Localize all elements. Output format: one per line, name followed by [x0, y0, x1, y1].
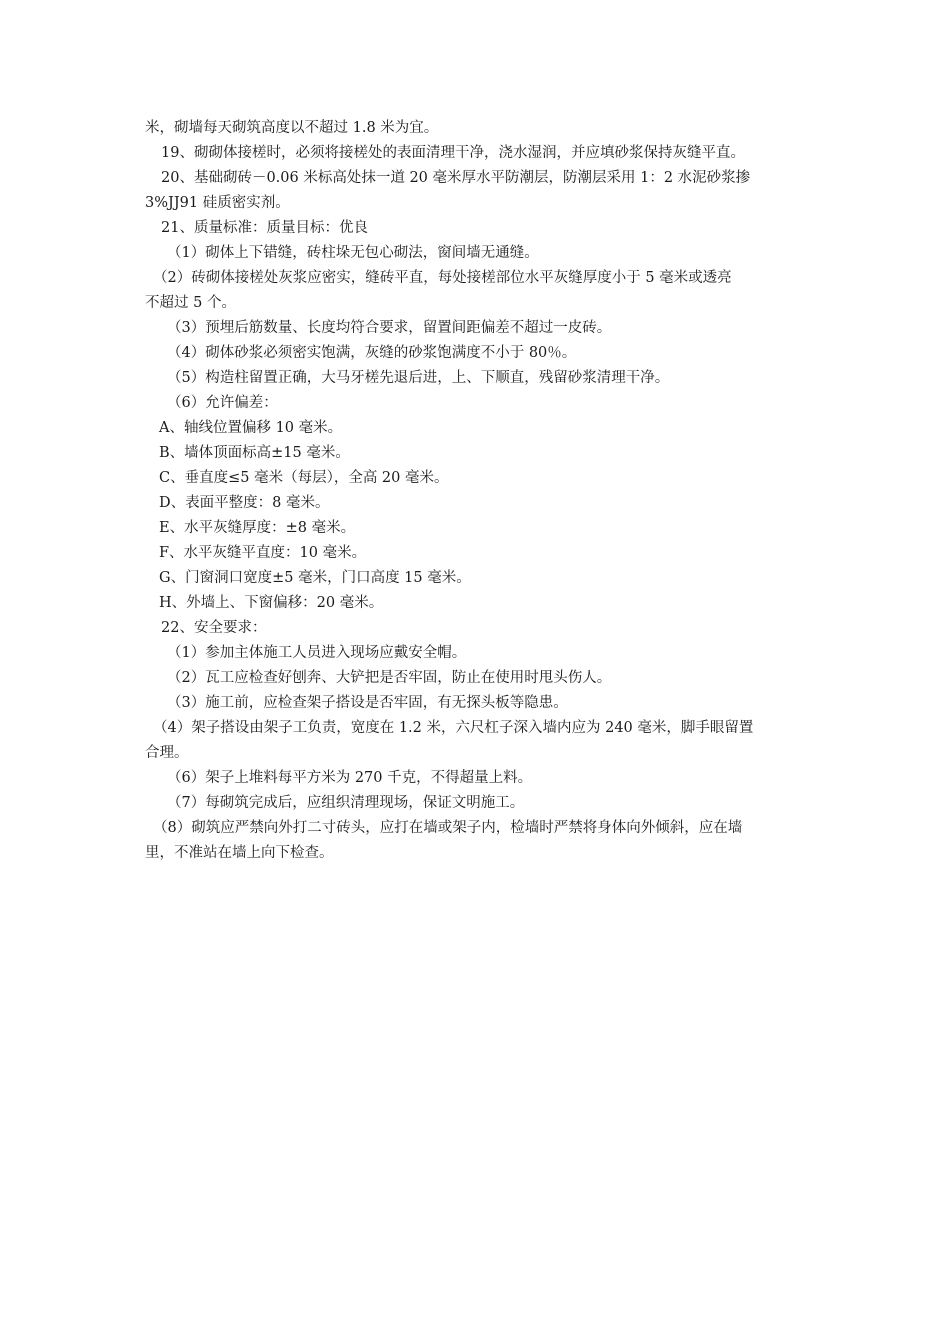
tolerance-heading: （6）允许偏差： [167, 395, 278, 411]
quality-item: （5）构造柱留置正确，大马牙槎先退后进，上、下顺直，残留砂浆清理干净。 [167, 370, 670, 386]
text-line: 米，砌墙每天砌筑高度以不超过 1.8 米为宜。 [145, 120, 439, 136]
safety-item: （1）参加主体施工人员进入现场应戴安全帽。 [167, 645, 467, 661]
safety-item: （4）架子搭设由架子工负责，宽度在 1.2 米，六尺杠子深入墙内应为 240 毫米，脚手眼留置 [153, 720, 754, 736]
item-20: 20、基础砌砖－0.06 米标高处抹一道 20 毫米厚水平防潮层，防潮层采用 1：2 水泥砂浆掺 [161, 170, 751, 186]
tolerance-item: C、垂直度≤5 毫米（每层），全高 20 毫米。 [159, 470, 449, 486]
tolerance-item: H、外墙上、下窗偏移：20 毫米。 [159, 595, 384, 611]
quality-item: （4）砌体砂浆必须密实饱满，灰缝的砂浆饱满度不小于 80％。 [167, 345, 577, 361]
document-body [145, 116, 835, 866]
tolerance-item: G、门窗洞口宽度±5 毫米，门口高度 15 毫米。 [159, 570, 471, 586]
tolerance-item: B、墙体顶面标高±15 毫米。 [159, 445, 350, 461]
item-21-heading: 21、质量标准：质量目标：优良 [161, 220, 368, 236]
quality-item: （2）砖砌体接槎处灰浆应密实，缝砖平直，每处接槎部位水平灰缝厚度小于 5 毫米或透亮 [153, 270, 732, 286]
item-19: 19、砌砌体接槎时，必须将接槎处的表面清理干净，浇水湿润，并应填砂浆保持灰缝平直。 [161, 145, 745, 161]
text-line: 合理。 [145, 745, 189, 761]
safety-item: （8）砌筑应严禁向外打二寸砖头，应打在墙或架子内，检墙时严禁将身体向外倾斜，应在墙 [153, 820, 743, 836]
text-line: 里，不准站在墙上向下检查。 [145, 845, 334, 861]
safety-item: （3）施工前，应检查架子搭设是否牢固，有无探头板等隐患。 [167, 695, 568, 711]
quality-item: （1）砌体上下错缝，砖柱垛无包心砌法，窗间墙无通缝。 [167, 245, 539, 261]
safety-item: （7）每砌筑完成后，应组织清理现场，保证文明施工。 [167, 795, 525, 811]
safety-item: （2）瓦工应检查好刨奔、大铲把是否牢固，防止在使用时甩头伤人。 [167, 670, 612, 686]
tolerance-item: E、水平灰缝厚度：±8 毫米。 [159, 520, 356, 536]
text-line: 不超过 5 个。 [145, 295, 236, 311]
quality-item: （3）预埋后筋数量、长度均符合要求，留置间距偏差不超过一皮砖。 [167, 320, 612, 336]
tolerance-item: A、轴线位置偏移 10 毫米。 [159, 420, 343, 436]
item-22-heading: 22、安全要求： [161, 620, 267, 636]
tolerance-item: F、水平灰缝平直度：10 毫米。 [159, 545, 367, 561]
safety-item: （6）架子上堆料每平方米为 270 千克，不得超量上料。 [167, 770, 533, 786]
text-line: 3%JJ91 硅质密实剂。 [145, 195, 290, 211]
tolerance-item: D、表面平整度：8 毫米。 [159, 495, 330, 511]
